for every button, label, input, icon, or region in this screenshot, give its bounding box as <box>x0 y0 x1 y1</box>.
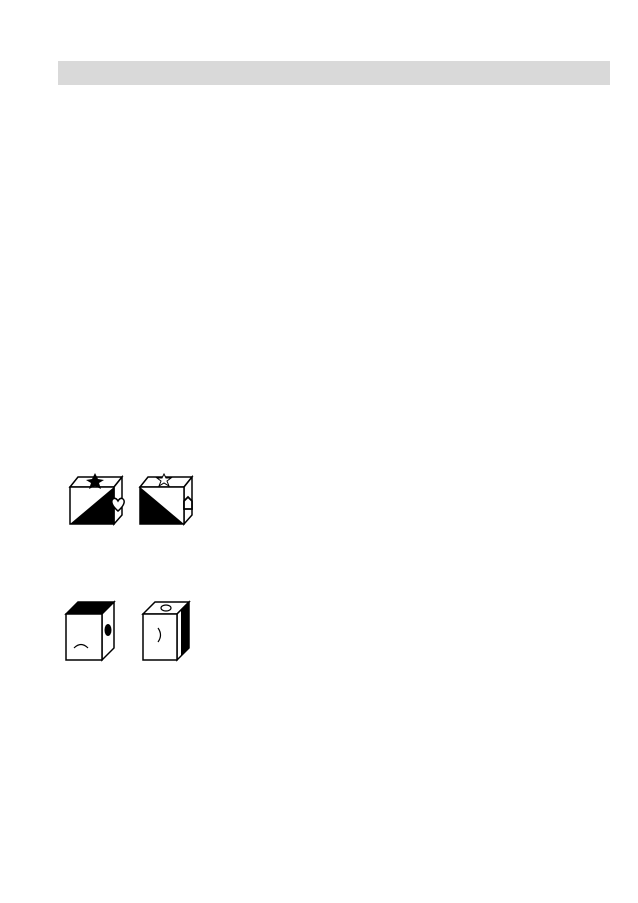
q4-figure <box>0 568 638 668</box>
title-bar <box>58 61 610 85</box>
q3-cube-1 <box>70 473 124 524</box>
q5-arrow-series <box>0 705 638 775</box>
q1-options-figure <box>0 225 638 325</box>
pentagon-icon <box>184 497 192 509</box>
q1-group-figure <box>0 95 638 190</box>
q4-cube-1 <box>66 602 114 660</box>
q3-figure <box>0 445 638 535</box>
q3-cube-2 <box>140 474 192 524</box>
q4-cube-2 <box>143 602 189 660</box>
